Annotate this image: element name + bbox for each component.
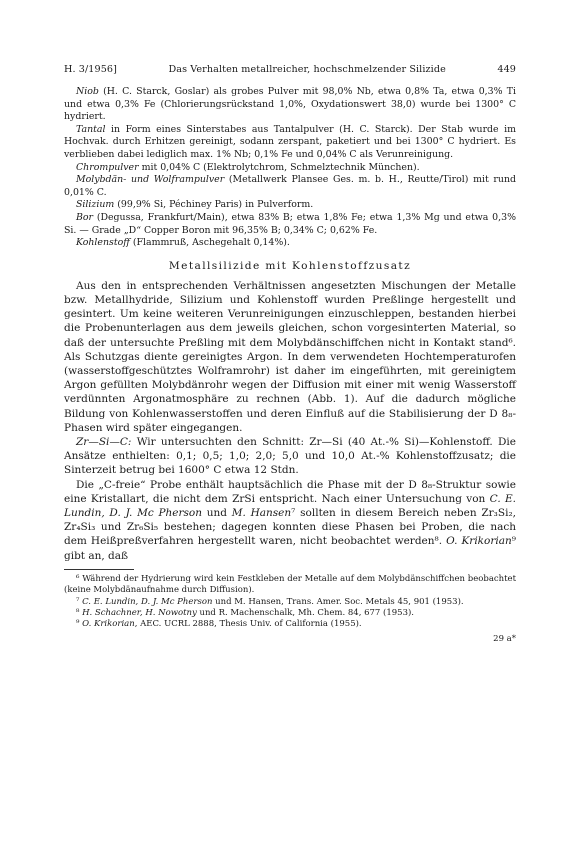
footnotes <box>64 574 516 631</box>
footnote: ⁹ O. Krikorian, AEC. UCRL 2888, Thesis Univ. of California (1955). <box>76 619 362 630</box>
material-item: Tantal in Form eines Sinterstabes aus Tantalpulver (H. C. Starck). Der Stab wurde im Hochvak. durch Erhitzen gereinigt, sodann zerspant, paketiert und bei 1300° C hydriert. Es verblieben dabei lediglich max. 1% Nb; 0,1% Fe und 0,04% C als Verunreinigung. <box>64 123 516 160</box>
running-title: Das Verhalten metallreicher, hochschmelzender Silizide <box>168 64 446 75</box>
footnote: ⁶ Während der Hydrierung wird kein Festkleben der Metalle auf dem Molybdänschiffchen beobachtet (keine Molybdänaufnahme durch Diffusion). <box>64 573 516 596</box>
journal-issue: H. 3/1956] <box>64 64 117 75</box>
material-item: Niob (H. C. Starck, Goslar) als grobes Pulver mit 98,0% Nb, etwa 0,8% Ta, etwa 0,3% Ti und etwa 0,3% Fe (Chlorierungsrückstand 1,0%, Oxydationswert 38,0) wurde bei 1300° C hydriert. <box>64 86 516 123</box>
material-item: Bor (Degussa, Frankfurt/Main), etwa 83% B; etwa 1,8% Fe; etwa 1,3% Mg und etwa 0,3% Si. — Grade „D“ Copper Boron mit 96,35% B; 0,34% C; 0,62% Fe. <box>64 211 516 236</box>
page-number: 449 <box>497 64 516 75</box>
paragraph: Die „C-freie“ Probe enthält hauptsächlich die Phase mit der D 8₈-Struktur sowie eine Kristallart, die nicht dem ZrSi entspricht. Nach einer Untersuchung von C. E. Lundin, D. J. Mc Pherson und M. Hansen⁷ sollten in diesem Bereich neben Zr₃Si₂, Zr₄Si₃ und Zr₆Si₅ bestehen; dagegen konnten diese Phasen bei Proben, die nach dem Heißpreßverfahren hergestellt waren, nicht beobachtet werden⁸. O. Krikorian⁹ gibt an, daß <box>64 478 516 562</box>
material-item: Molybdän- und Wolframpulver (Metallwerk Plansee Ges. m. b. H., Reutte/Tirol) mit rund 0,01% C. <box>64 174 516 198</box>
footnote-divider <box>64 569 134 570</box>
material-item: Silizium (99,9% Si, Péchiney Paris) in Pulverform. <box>76 199 314 211</box>
material-item: Chrompulver mit 0,04% C (Elektrolytchrom, Schmelztechnik München). <box>76 161 420 173</box>
paragraph: Aus den in entsprechenden Verhältnissen angesetzten Mischungen der Metalle bzw. Metallhydride, Silizium und Kohlenstoff wurden Preßlinge hergestellt und gesintert. Um keine weiteren Verunreinigungen einzuschleppen, bestanden hierbei die Probenunterlagen aus dem jeweils gleichen, schon vorgesinterten Material, so daß der untersuchte Preßling mit dem Molybdänschiffchen nicht in Kontakt stand⁶. Als Schutzgas diente gereinigtes Argon. In dem verwendeten Hochtemperaturofen (wasserstoffgeschütztes Wolframrohr) ist daher im eingeführten, mit gereinigtem Argon gefüllten Molybdänrohr wegen der Diffusion mit einer mit wenig Wasserstoff verdünnten Argonatmosphäre zu rechnen (Abb. 1). Auf die dadurch mögliche Bildung von Kohlenwasserstoffen und deren Einfluß auf die Stabilisierung der D 8₈-Phasen wird später eingegangen. <box>64 279 516 434</box>
signature-mark: 29 a* <box>493 633 516 644</box>
section-heading: Metallsilizide mit Kohlenstoffzusatz <box>168 259 412 272</box>
footnote: ⁷ C. E. Lundin, D. J. Mc Pherson und M. Hansen, Trans. Amer. Soc. Metals 45, 901 (1953). <box>76 596 464 607</box>
footnote: ⁸ H. Schachner, H. Nowotny und R. Machenschalk, Mh. Chem. 84, 677 (1953). <box>76 608 414 618</box>
page <box>64 64 516 644</box>
paragraph: Zr—Si—C: Wir untersuchten den Schnitt: Zr—Si (40 At.-% Si)—Kohlenstoff. Die Ansätze enthielten: 0,1; 0,5; 1,0; 2,0; 5,0 und 10,0 At.-% Kohlenstoffzusatz; die Sinterzeit betrug bei 1600° C etwa 12 Stdn. <box>64 435 516 477</box>
body-text <box>64 279 516 563</box>
material-item: Kohlenstoff (Flammruß, Aschegehalt 0,14%). <box>76 237 290 249</box>
running-header <box>64 64 516 75</box>
materials-list <box>64 86 516 250</box>
